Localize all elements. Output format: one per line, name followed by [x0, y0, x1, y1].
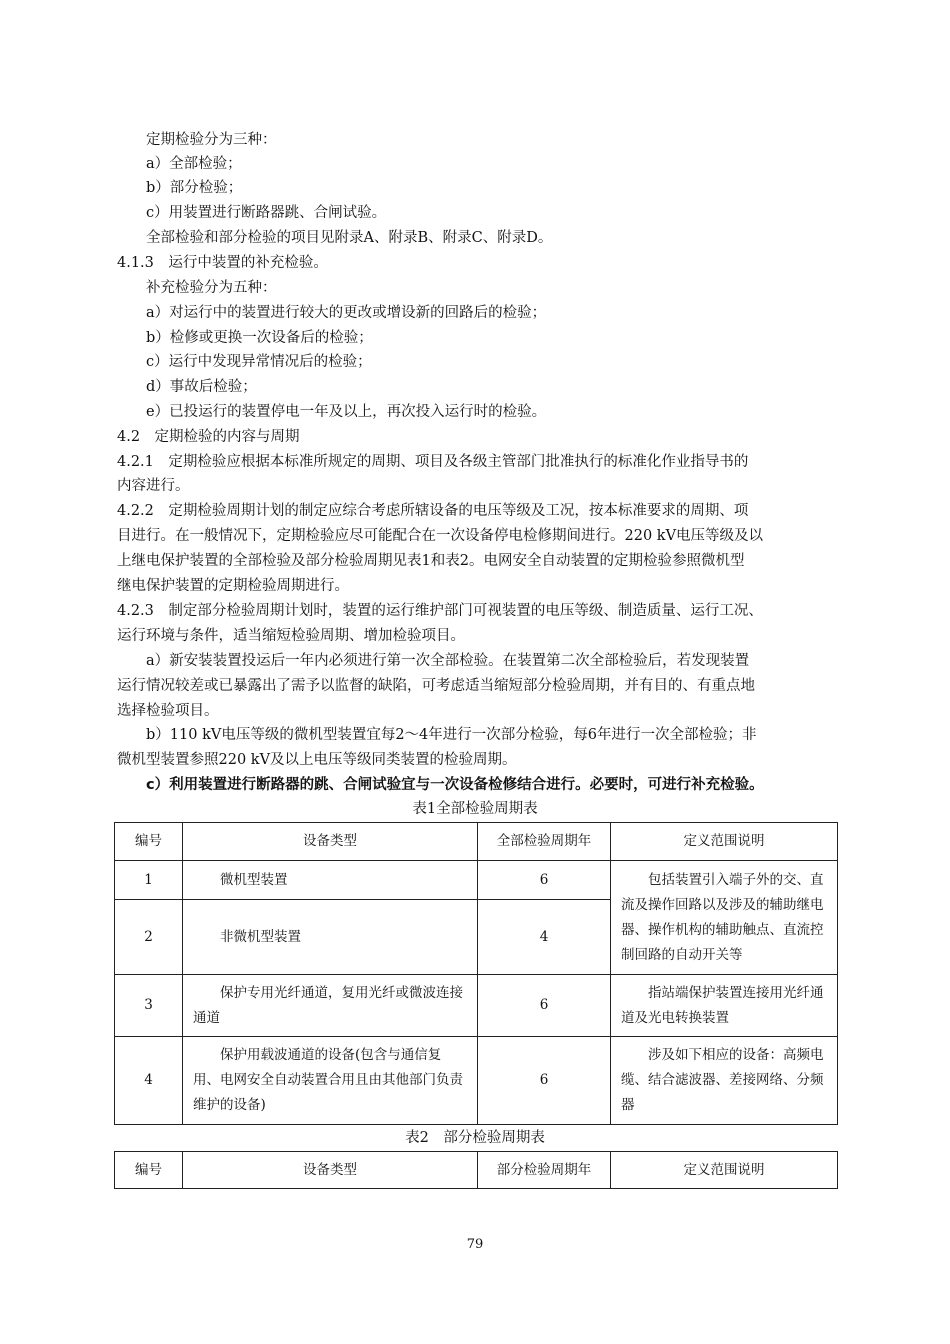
text-line: 上继电保护装置的全部检验及部分检验周期见表1和表2。电网安全自动装置的定期检验参照微机型	[117, 553, 745, 569]
text-line: b）检修或更换一次设备后的检验；	[146, 330, 373, 346]
text-line: 运行情况较差或已暴露出了需予以监督的缺陷，可考虑适当缩短部分检验周期，并有目的、有重点地	[117, 678, 755, 694]
section-heading: 4.2 定期检验的内容与周期	[117, 429, 300, 445]
header-cell: 部分检验周期年	[478, 1152, 611, 1189]
device-type: 保护专用光纤通道，复用光纤或微波连接通道	[183, 975, 478, 1037]
text-line: c）用装置进行断路器跳、合闸试验。	[146, 205, 387, 221]
header-cell: 定义范围说明	[611, 823, 838, 861]
table1	[114, 822, 838, 1125]
period-value: 4	[478, 900, 611, 975]
period-value: 6	[478, 861, 611, 900]
device-type: 保护用载波通道的设备(包含与通信复用、电网安全自动装置合用且由其他部门负责维护的设备)	[183, 1037, 478, 1125]
row-number: 3	[115, 975, 183, 1037]
definition-cell: 包括装置引入端子外的交、直流及操作回路以及涉及的辅助继电器、操作机构的辅助触点、直流控制回路的自动开关等	[611, 861, 838, 975]
row-number: 4	[115, 1037, 183, 1125]
text-line: 补充检验分为五种：	[146, 280, 277, 296]
text-line: 微机型装置参照220 kV及以上电压等级同类装置的检验周期。	[117, 752, 517, 768]
text-line: 全部检验和部分检验的项目见附录A、附录B、附录C、附录D。	[146, 230, 553, 246]
text-line: 定期检验分为三种：	[146, 132, 277, 148]
header-cell: 设备类型	[183, 1152, 478, 1189]
text-line-bold: c）利用装置进行断路器的跳、合闸试验宜与一次设备检修结合进行。必要时，可进行补充检验。	[146, 777, 764, 793]
table2-caption: 表2 部分检验周期表	[405, 1130, 545, 1146]
device-type: 微机型装置	[183, 861, 478, 900]
table-header-row	[115, 1152, 838, 1189]
table-header-row	[115, 823, 838, 861]
row-number: 2	[115, 900, 183, 975]
table2	[114, 1151, 838, 1189]
text-line: 4.2.1 定期检验应根据本标准所规定的周期、项目及各级主管部门批准执行的标准化作业指导书的	[117, 454, 749, 470]
text-line: d）事故后检验；	[146, 379, 257, 395]
text-line: 运行环境与条件，适当缩短检验周期、增加检验项目。	[117, 628, 465, 644]
text-line: b）110 kV电压等级的微机型装置宜每2～4年进行一次部分检验，每6年进行一次全部检验；非	[146, 727, 757, 743]
period-value: 6	[478, 1037, 611, 1125]
header-cell: 编号	[115, 823, 183, 861]
header-cell: 设备类型	[183, 823, 478, 861]
header-cell: 定义范围说明	[611, 1152, 838, 1189]
header-cell: 编号	[115, 1152, 183, 1189]
header-cell: 全部检验周期年	[478, 823, 611, 861]
device-type: 非微机型装置	[183, 900, 478, 975]
text-line: b）部分检验；	[146, 180, 243, 196]
table-row	[115, 861, 838, 900]
row-number: 1	[115, 861, 183, 900]
definition-cell: 指站端保护装置连接用光纤通道及光电转换装置	[611, 975, 838, 1037]
section-heading: 4.1.3 运行中装置的补充检验。	[117, 255, 328, 271]
definition-cell: 涉及如下相应的设备：高频电缆、结合滤波器、差接网络、分频器	[611, 1037, 838, 1125]
text-line: 4.2.2 定期检验周期计划的制定应综合考虑所辖设备的电压等级及工况，按本标准要求的周期、项	[117, 503, 749, 519]
table-row	[115, 1037, 838, 1125]
table-row	[115, 975, 838, 1037]
table1-caption: 表1全部检验周期表	[412, 801, 538, 817]
period-value: 6	[478, 975, 611, 1037]
text-line: 目进行。在一般情况下，定期检验应尽可能配合在一次设备停电检修期间进行。220 kV电压等级及以	[117, 528, 764, 544]
text-line: a）全部检验；	[146, 156, 242, 172]
text-line: c）运行中发现异常情况后的检验；	[146, 354, 372, 370]
text-line: 4.2.3 制定部分检验周期计划时，装置的运行维护部门可视装置的电压等级、制造质量、运行工况、	[117, 603, 763, 619]
text-line: 继电保护装置的定期检验周期进行。	[117, 578, 349, 594]
page-number: 79	[466, 1237, 484, 1252]
text-line: a）对运行中的装置进行较大的更改或增设新的回路后的检验；	[146, 305, 547, 321]
text-line: e）已投运行的装置停电一年及以上，再次投入运行时的检验。	[146, 404, 547, 420]
text-line: a）新安装装置投运后一年内必须进行第一次全部检验。在装置第二次全部检验后，若发现装置	[146, 653, 750, 669]
text-line: 选择检验项目。	[117, 703, 219, 719]
text-line: 内容进行。	[117, 478, 190, 494]
